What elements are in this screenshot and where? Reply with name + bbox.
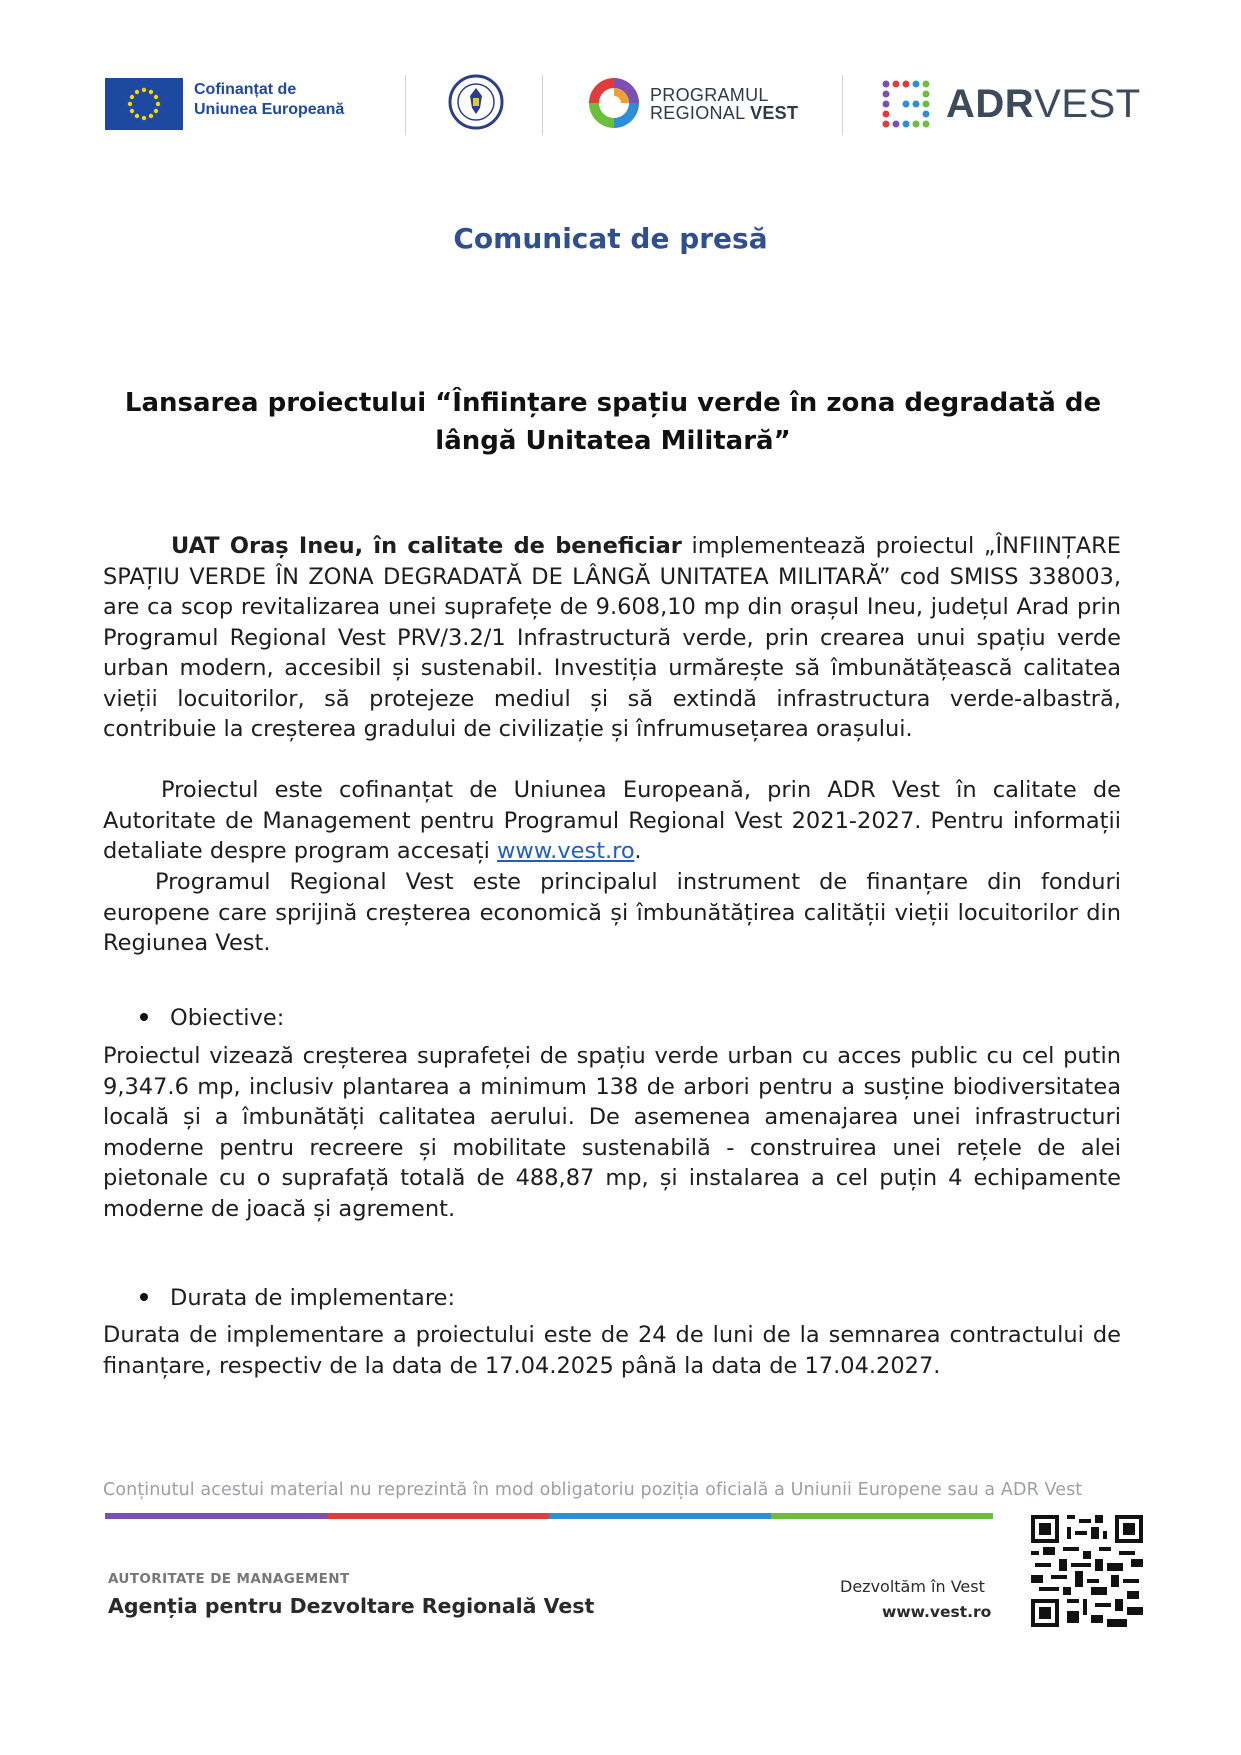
page-title: Comunicat de presă [453,222,768,255]
programul-regional-vest-logo-icon [585,74,643,132]
footer-disclaimer: Conținutul acestui material nu reprezintă în mod obligatoriu poziția oficială a Uniunii Europene sau a ADR Vest [103,1480,1083,1500]
adr-vest-dots-icon [880,78,932,130]
vest-ro-link[interactable]: www.vest.ro [497,838,635,864]
qr-code-icon [1031,1515,1143,1627]
eu-flag-icon [105,78,183,130]
footer-stripe-green [771,1513,993,1519]
objectives-paragraph: Proiectul vizează creșterea suprafeței de spațiu verde urban cu acces public cu cel putin 9,347.6 mp, inclusiv plantarea a minimum 138 de arbori pentru a susține biodiversitatea locală și a îmbunătăți calitatea aerului. De asemenea amenajarea unei infrastructuri moderne pentru recreere și mobilitate sustenabilă - construirea unei rețele de alei pietonale cu o suprafață totală de 488,87 mp, și instalarea a cel puțin 4 echipamente moderne de joacă și agrement. [103,1043,1121,1222]
romanian-government-seal-icon [448,74,504,130]
footer-stripe-blue [549,1513,771,1519]
cofinancing-paragraph: Proiectul este cofinanțat de Uniunea Europeană, prin ADR Vest în calitate de Autoritate de Management pentru Programul Regional Vest 2021-2027. Pentru informații detaliate despre program accesați www.vest.ro. [103,777,1121,864]
footer-stripe-red [327,1513,549,1519]
authority-name: Agenția pentru Dezvoltare Regională Vest [108,1594,595,1618]
press-release-headline: Lansarea proiectului “Înființare spațiu verde în zona degradată de lângă Unitatea Militară” [124,388,1102,456]
objectives-bullet: Obiective: [140,1003,284,1033]
duration-paragraph: Durata de implementare a proiectului este de 24 de luni de la semnarea contractului de finanțare, respectiv de la data de 17.04.2025 până la data de 17.04.2027. [103,1322,1121,1379]
eu-cofinancing-label: Cofinanțat de Uniunea Europeană [194,81,345,118]
adr-vest-logo-text: ADRVEST [946,82,1141,126]
logo-divider [842,75,843,135]
intro-paragraph: UAT Oraș Ineu, în calitate de beneficiar implementează proiectul „ÎNFIINȚARE SPAȚIU VERDE ÎN ZONA DEGRADATĂ DE LÂNGĂ UNITATEA MILITARĂ” cod SMISS 338003, are ca scop revitalizarea unei suprafețe de 9.608,10 mp din orașul Ineu, județul Arad prin Programul Regional Vest PRV/3.2/1 Infrastructură verde, prin crearea unui spațiu verde urban modern, accesibil și sustenabil. Investiția urmărește să îmbunătățească calitatea vieții locuitorilor, să protejeze mediul și să extindă infrastructura verde-albastră, contribuie la creșterea gradului de civilizație și înfrumusețarea orașului. [103,533,1121,742]
bullet-icon [140,1013,148,1021]
footer-tagline: Dezvoltăm în Vest [840,1577,985,1596]
logo-divider [405,75,406,135]
program-paragraph: Programul Regional Vest este principalul instrument de finanțare din fonduri europene care sprijină creșterea economică și îmbunătățirea calității vieții locuitorilor din Regiunea Vest. [103,869,1121,956]
duration-bullet: Durata de implementare: [140,1283,455,1313]
footer-website-link[interactable]: www.vest.ro [882,1603,992,1621]
authority-label: AUTORITATE DE MANAGEMENT [108,1571,350,1587]
footer-stripe-purple [105,1513,327,1519]
logo-divider [542,75,543,135]
programul-regional-vest-label: PROGRAMUL REGIONAL VEST [650,85,799,123]
bullet-icon [140,1293,148,1301]
